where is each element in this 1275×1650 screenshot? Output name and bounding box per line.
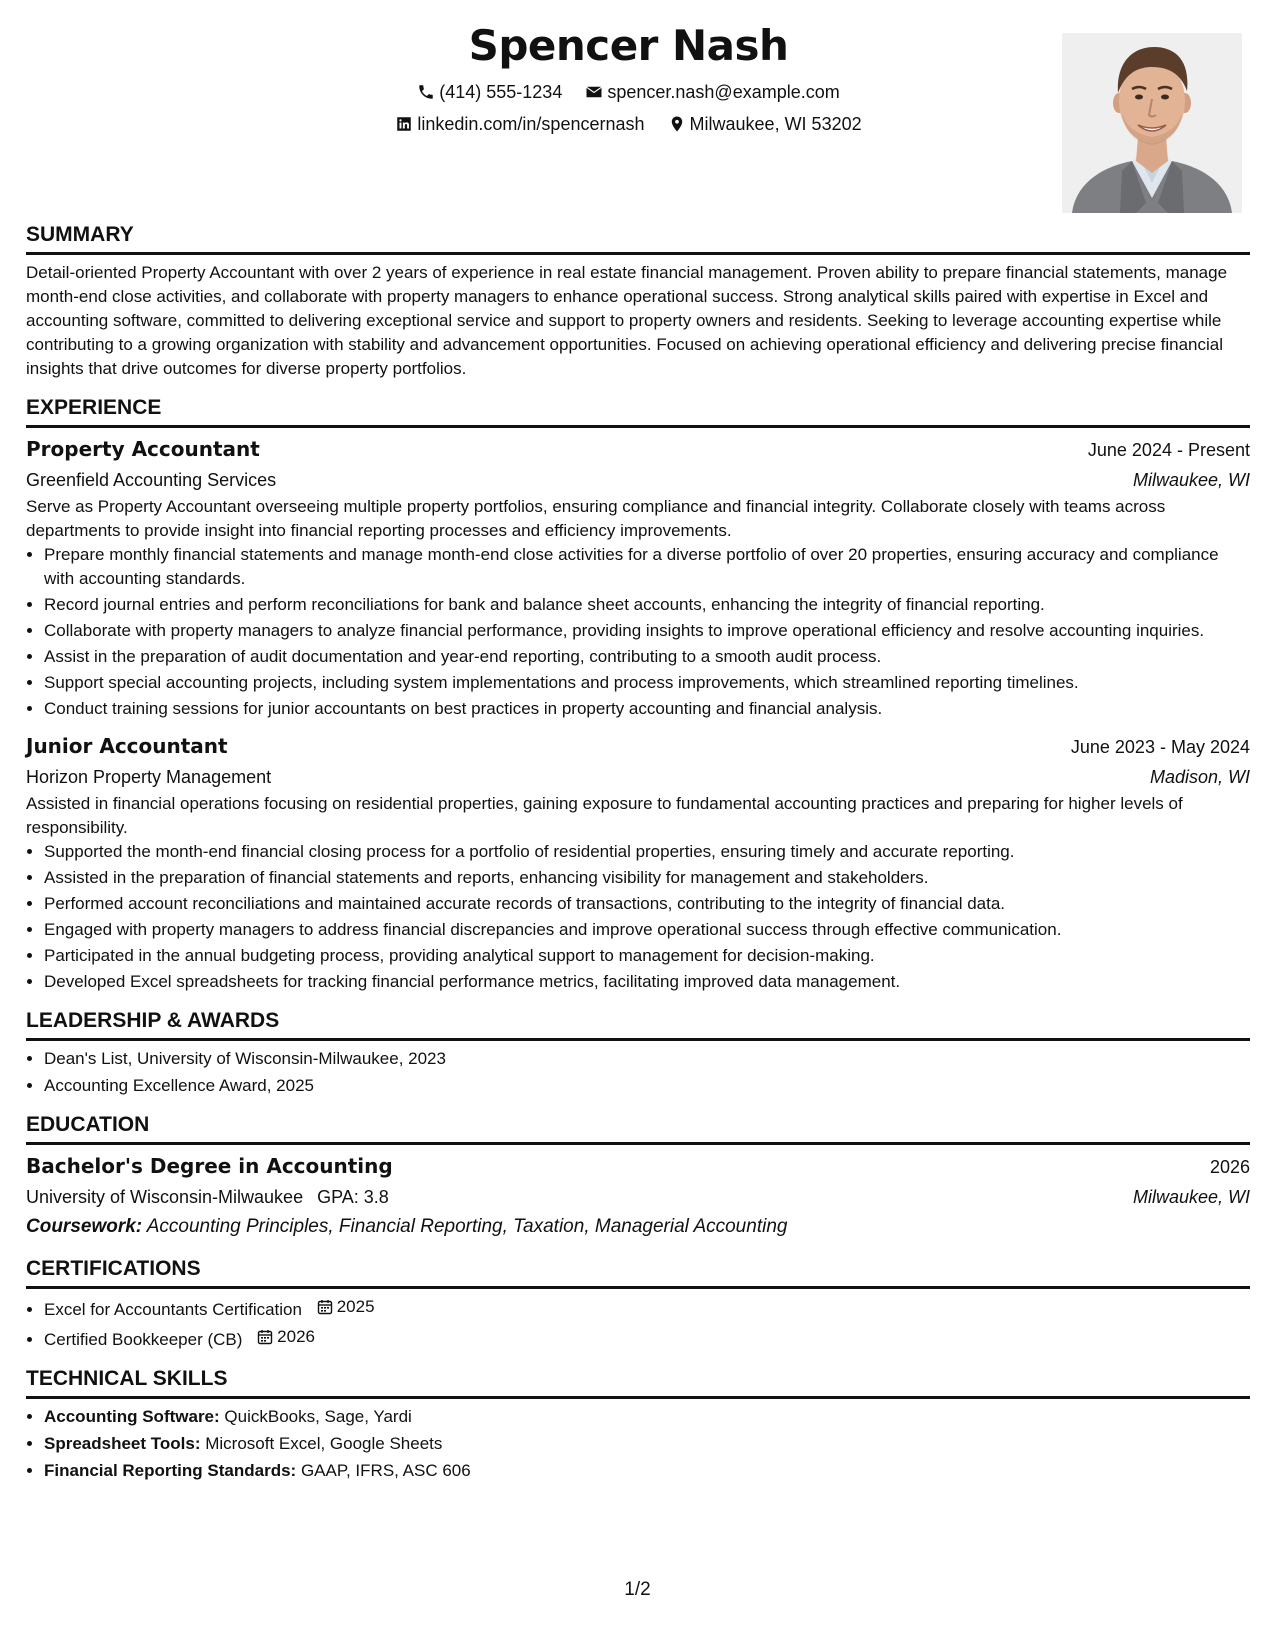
resume-page (26, 0, 1250, 1497)
list-item (44, 1459, 1250, 1483)
job-location: Milwaukee, WI (1132, 470, 1250, 490)
linkedin-icon (395, 115, 413, 133)
certification-name: Certified Bookkeeper (CB) (44, 1330, 243, 1349)
location-contact (668, 112, 862, 136)
skills-section (26, 1366, 1250, 1483)
school-location: Milwaukee, WI (1132, 1187, 1250, 1207)
calendar-icon (257, 1329, 273, 1345)
job-entry (26, 731, 1250, 994)
skill-label: Accounting Software: (44, 1407, 220, 1426)
coursework-label: Coursework: (26, 1216, 143, 1237)
job-description: Serve as Property Accountant overseeing multiple property portfolios, ensuring compliance and financial integrity. Collaborate closely with teams across departments to provide insight into financial reporting processes and efficiency improvements. (26, 497, 1166, 540)
job-dates: June 2023 - May 2024 (1070, 737, 1250, 757)
graduation-year: 2026 (1209, 1157, 1250, 1177)
list-item: • Performed account reconciliations and maintained accurate records of transactions, contributing to the integrity of financial data. (44, 892, 1250, 916)
email-contact[interactable] (585, 80, 839, 104)
contact-line-1 (26, 80, 1231, 107)
skill-label: Financial Reporting Standards: (44, 1461, 297, 1480)
candidate-name: Spencer Nash (468, 21, 789, 70)
list-item (44, 1432, 1250, 1456)
degree-name: Bachelor's Degree in Accounting (26, 1154, 393, 1178)
job-location: Madison, WI (1149, 767, 1250, 787)
job-title: Property Accountant (26, 437, 260, 461)
list-item: • Collaborate with property managers to analyze financial performance, providing insights to improve operational efficiency and resolve accounting inquiries. (44, 619, 1250, 643)
coursework (26, 1212, 1250, 1242)
awards-section (26, 1008, 1250, 1098)
degree-row (26, 1151, 1250, 1182)
experience-heading: EXPERIENCE (26, 395, 1250, 428)
summary-text: Detail-oriented Property Accountant with over 2 years of experience in real estate financial management. Proven ability to prepare financial statements, manage month-end close activities, and collaborate with property managers to enhance operational success. Strong analytical skills paired with expertise in Excel and accounting software, committed to delivering exceptional service and support to property owners and residents. Seeking to leverage accounting expertise while contributing to a growing organization with stability and advancement opportunities. Focused on achieving operational efficiency and delivering precise financial insights that drive outcomes for diverse property portfolios. (26, 263, 1228, 378)
job-title: Junior Accountant (26, 734, 228, 758)
list-item: • Record journal entries and perform reconciliations for bank and balance sheet accounts, enhancing the integrity of financial reporting. (44, 593, 1250, 617)
job-company-row (26, 762, 1250, 792)
resume-header (26, 0, 1250, 222)
contact-line-2 (26, 112, 1231, 139)
phone-number: (414) 555-1234 (439, 82, 563, 102)
gpa: GPA: 3.8 (317, 1187, 389, 1207)
phone-icon (417, 83, 435, 101)
list-item: • Assist in the preparation of audit documentation and year-end reporting, contributing to a smooth audit process. (44, 645, 1250, 669)
certification-year-text: 2025 (336, 1297, 375, 1316)
job-bullets (26, 543, 1250, 721)
certifications-heading: CERTIFICATIONS (26, 1256, 1250, 1289)
certification-name: Excel for Accountants Certification (44, 1300, 302, 1319)
envelope-icon (585, 83, 603, 101)
job-title-row (26, 731, 1250, 762)
linkedin-url[interactable]: linkedin.com/in/spencernash (417, 114, 645, 134)
summary-section (26, 222, 1250, 381)
list-item: • Dean's List, University of Wisconsin-Milwaukee, 2023 (44, 1047, 1250, 1071)
school-info (26, 1182, 389, 1212)
school-name: University of Wisconsin-Milwaukee (26, 1187, 304, 1207)
skill-value: GAAP, IFRS, ASC 606 (300, 1461, 471, 1480)
job-description: Assisted in financial operations focusing on residential properties, gaining exposure to fundamental accounting practices and preparing for higher levels of responsibility. (26, 794, 1183, 837)
certification-year (317, 1295, 375, 1319)
list-item: • Supported the month-end financial closing process for a portfolio of residential properties, ensuring timely and accurate reporting. (44, 840, 1250, 864)
profile-portrait-icon (1062, 33, 1242, 213)
job-title-row (26, 434, 1250, 465)
awards-heading: LEADERSHIP & AWARDS (26, 1008, 1250, 1041)
list-item: • Developed Excel spreadsheets for tracking financial performance metrics, facilitating improved data management. (44, 970, 1250, 994)
skills-heading: TECHNICAL SKILLS (26, 1366, 1250, 1399)
certification-year (257, 1325, 315, 1349)
calendar-icon (317, 1299, 333, 1315)
list-item (44, 1405, 1250, 1429)
job-bullets (26, 840, 1250, 994)
map-pin-icon (668, 115, 686, 133)
education-heading: EDUCATION (26, 1112, 1250, 1145)
list-item: • Conduct training sessions for junior accountants on best practices in property accounting and financial analysis. (44, 697, 1250, 721)
location-text: Milwaukee, WI 53202 (689, 114, 862, 134)
awards-list (26, 1047, 1250, 1098)
list-item: • Accounting Excellence Award, 2025 (44, 1074, 1250, 1098)
job-company: Horizon Property Management (26, 767, 272, 787)
job-dates: June 2024 - Present (1087, 440, 1250, 460)
email-address[interactable]: spencer.nash@example.com (607, 82, 840, 102)
job-company: Greenfield Accounting Services (26, 470, 277, 490)
list-item (44, 1325, 1250, 1352)
experience-section (26, 395, 1250, 994)
certifications-section (26, 1256, 1250, 1352)
list-item: • Participated in the annual budgeting process, providing analytical support to management for decision-making. (44, 944, 1250, 968)
coursework-list: Accounting Principles, Financial Reporting, Taxation, Managerial Accounting (146, 1216, 788, 1237)
profile-photo (1062, 33, 1242, 213)
job-company-row (26, 465, 1250, 495)
skill-value: Microsoft Excel, Google Sheets (205, 1434, 443, 1453)
certifications-list (26, 1295, 1250, 1352)
job-entry (26, 434, 1250, 721)
summary-heading: SUMMARY (26, 222, 1250, 255)
list-item: • Support special accounting projects, including system implementations and process improvements, which streamlined reporting timelines. (44, 671, 1250, 695)
page-number: 1/2 (624, 1579, 651, 1600)
list-item: • Engaged with property managers to address financial discrepancies and improve operational success through effective communication. (44, 918, 1250, 942)
phone-contact (417, 80, 562, 104)
skill-value: QuickBooks, Sage, Yardi (224, 1407, 412, 1426)
list-item: • Assisted in the preparation of financial statements and reports, enhancing visibility for management and stakeholders. (44, 866, 1250, 890)
list-item (44, 1295, 1250, 1322)
linkedin-contact[interactable] (395, 112, 644, 136)
skills-list (26, 1405, 1250, 1483)
list-item: • Prepare monthly financial statements and manage month-end close activities for a diverse portfolio of over 20 properties, ensuring accuracy and compliance with accounting standards. (44, 543, 1250, 591)
certification-year-text: 2026 (277, 1327, 315, 1346)
school-row (26, 1182, 1250, 1212)
education-section (26, 1112, 1250, 1242)
skill-label: Spreadsheet Tools: (44, 1434, 201, 1453)
